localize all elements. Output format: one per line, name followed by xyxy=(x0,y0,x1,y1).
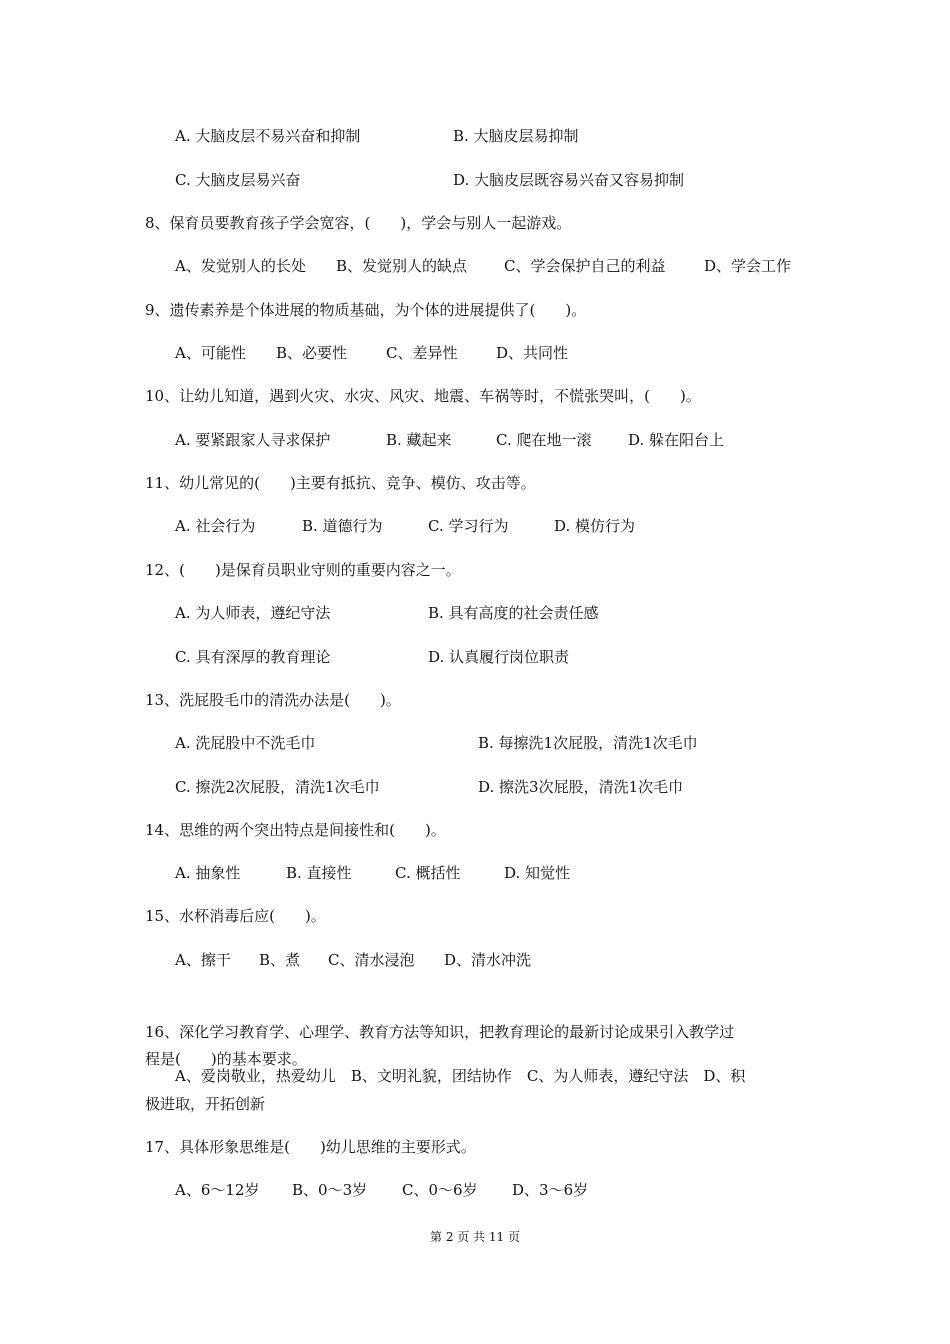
q10-option-d: D. 躲在阳台上 xyxy=(628,431,725,449)
q9-stem: 9、遗传素养是个体进展的物质基础，为个体的进展提供了( )。 xyxy=(145,301,587,319)
q12-option-d: D. 认真履行岗位职责 xyxy=(428,648,570,666)
q17-stem: 17、具体形象思维是( )幼儿思维的主要形式。 xyxy=(145,1138,476,1156)
q14-option-d: D. 知觉性 xyxy=(504,864,571,882)
q17-option-b: B、0～3岁 xyxy=(292,1181,368,1199)
q16-options-line1: A、爱岗敬业，热爱幼儿 B、文明礼貌，团结协作 C、为人师表，遵纪守法 D、积 xyxy=(175,1067,746,1085)
q12-option-c: C. 具有深厚的教育理论 xyxy=(175,648,331,666)
q8-option-d: D、学会工作 xyxy=(704,257,792,275)
q17-option-c: C、0～6岁 xyxy=(402,1181,478,1199)
q13-option-b: B. 每擦洗1次屁股，清洗1次毛巾 xyxy=(478,734,698,752)
q16-stem-line1: 16、深化学习教育学、心理学、教育方法等知识，把教育理论的最新讨论成果引入教学过 xyxy=(145,1023,735,1041)
q12-stem: 12、( )是保育员职业守则的重要内容之一。 xyxy=(145,561,461,579)
q11-option-d: D. 模仿行为 xyxy=(554,517,636,535)
q17-option-d: D、3～6岁 xyxy=(512,1181,589,1199)
q14-option-c: C. 概括性 xyxy=(395,864,461,882)
q11-option-a: A. 社会行为 xyxy=(175,517,256,535)
q15-option-a: A、擦干 xyxy=(175,951,231,969)
q13-stem: 13、洗屁股毛巾的清洗办法是( )。 xyxy=(145,691,401,709)
q11-option-c: C. 学习行为 xyxy=(428,517,509,535)
q9-option-b: B、必要性 xyxy=(276,344,348,362)
q7-option-d: D. 大脑皮层既容易兴奋又容易抑制 xyxy=(453,171,685,189)
q14-option-b: B. 直接性 xyxy=(286,864,352,882)
q11-stem: 11、幼儿常见的( )主要有抵抗、竞争、模仿、攻击等。 xyxy=(145,474,536,492)
q10-option-b: B. 藏起来 xyxy=(386,431,452,449)
q7-option-b: B. 大脑皮层易抑制 xyxy=(453,127,579,145)
q10-option-c: C. 爬在地一滚 xyxy=(496,431,592,449)
q13-option-d: D. 擦洗3次屁股，清洗1次毛巾 xyxy=(478,778,684,796)
q15-option-d: D、清水冲洗 xyxy=(444,951,532,969)
q13-option-c: C. 擦洗2次屁股，清洗1次毛巾 xyxy=(175,778,380,796)
q16-options-line2: 极进取，开拓创新 xyxy=(145,1095,266,1113)
q13-option-a: A. 洗屁股中不洗毛巾 xyxy=(175,734,316,752)
q9-option-c: C、差异性 xyxy=(386,344,458,362)
q17-option-a: A、6～12岁 xyxy=(175,1181,260,1199)
page-footer: 第 2 页 共 11 页 xyxy=(430,1230,520,1244)
q15-option-c: C、清水浸泡 xyxy=(328,951,415,969)
q12-option-b: B. 具有高度的社会责任感 xyxy=(428,604,599,622)
q9-option-a: A、可能性 xyxy=(175,344,246,362)
q8-stem: 8、保育员要教育孩子学会宽容，( )，学会与别人一起游戏。 xyxy=(145,214,572,232)
q8-option-c: C、学会保护自己的利益 xyxy=(504,257,666,275)
q8-option-b: B、发觉别人的缺点 xyxy=(336,257,468,275)
q10-option-a: A. 要紧跟家人寻求保护 xyxy=(175,431,331,449)
q10-stem: 10、让幼儿知道，遇到火灾、水灾、风灾、地震、车祸等时，不慌张哭叫，( )。 xyxy=(145,387,701,405)
q15-option-b: B、煮 xyxy=(259,951,301,969)
q15-stem: 15、水杯消毒后应( )。 xyxy=(145,907,326,925)
q14-option-a: A. 抽象性 xyxy=(175,864,241,882)
q14-stem: 14、思维的两个突出特点是间接性和( )。 xyxy=(145,821,446,839)
q11-option-b: B. 道德行为 xyxy=(302,517,383,535)
q7-option-a: A. 大脑皮层不易兴奋和抑制 xyxy=(175,127,361,145)
q9-option-d: D、共同性 xyxy=(496,344,569,362)
q8-option-a: A、发觉别人的长处 xyxy=(175,257,306,275)
q7-option-c: C. 大脑皮层易兴奋 xyxy=(175,171,301,189)
q12-option-a: A. 为人师表，遵纪守法 xyxy=(175,604,331,622)
q16-stem-line2: 程是( )的基本要求。 xyxy=(145,1050,307,1068)
